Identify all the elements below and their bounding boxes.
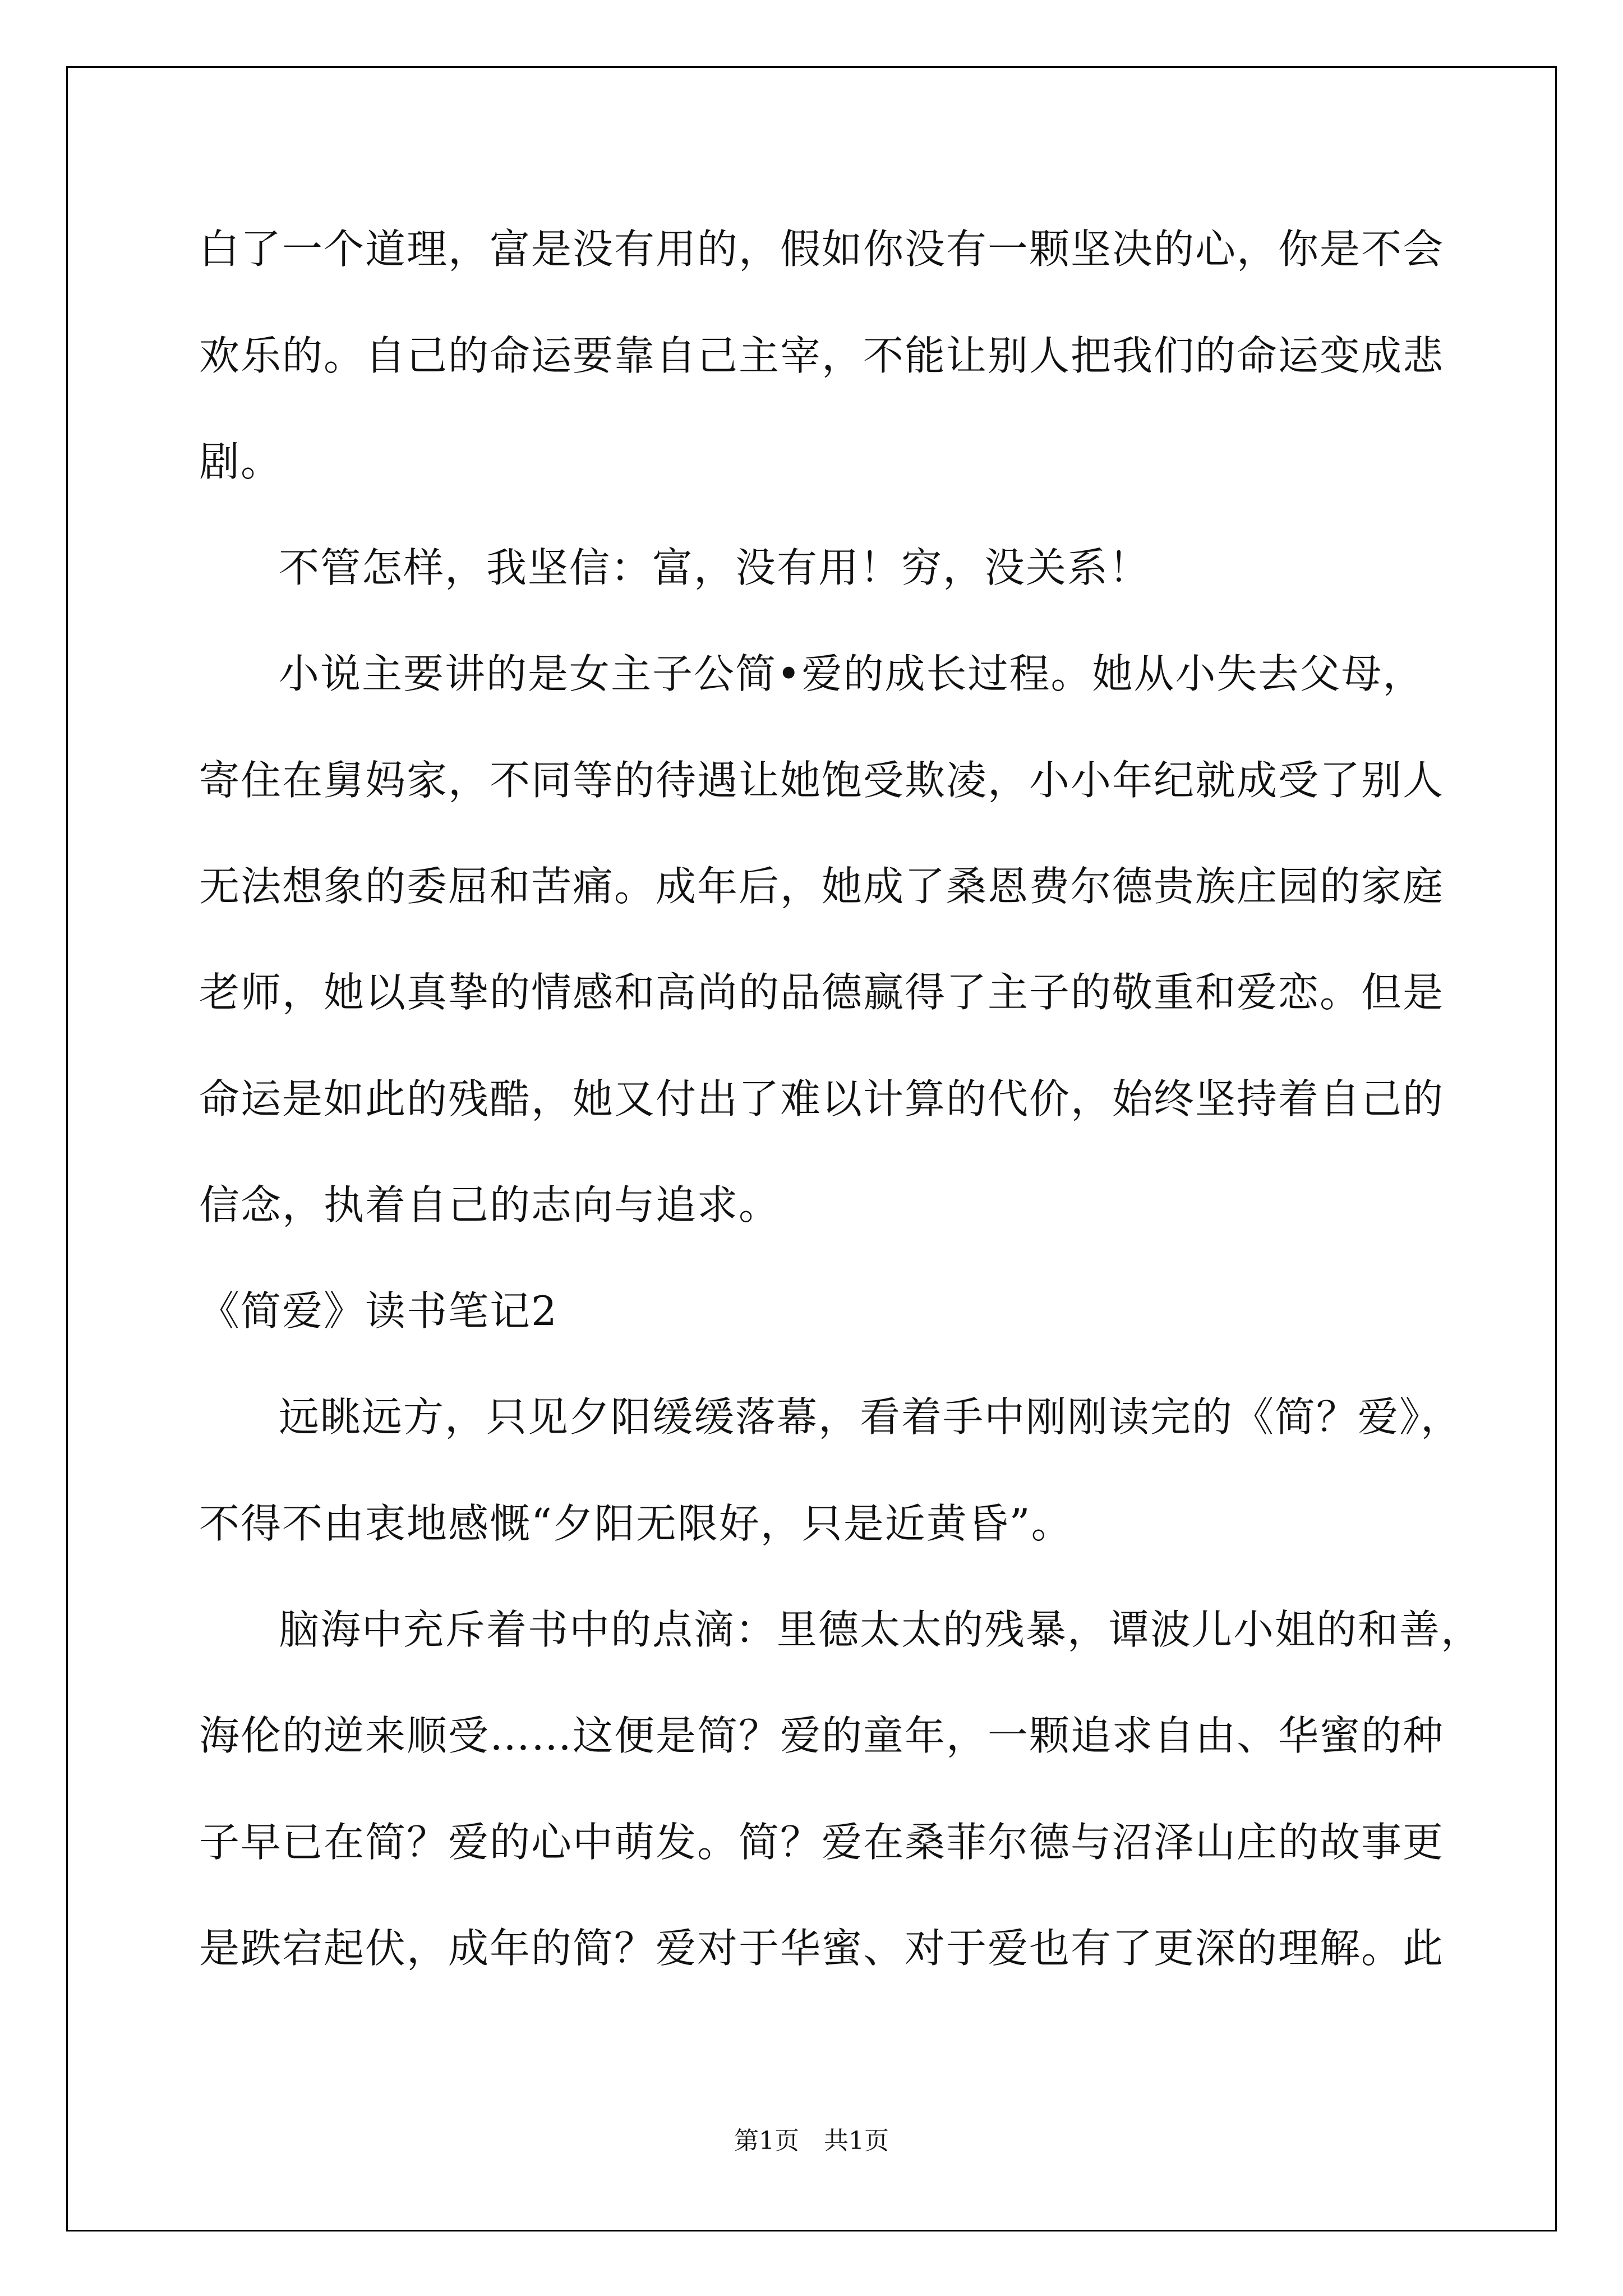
text-line: 海伦的逆来顺受……这便是简？爱的童年，一颗追求自由、华蜜的种 <box>199 1712 1445 1759</box>
text-line: 是跌宕起伏，成年的简？爱对于华蜜、对于爱也有了更深的理解。此 <box>199 1925 1445 1972</box>
text-line: 命运是如此的残酷，她又付出了难以计算的代价，始终坚持着自己的 <box>199 1075 1445 1122</box>
text-line: 不得不由衷地感慨“夕阳无限好，只是近黄昏”。 <box>199 1500 1073 1547</box>
page-border <box>66 66 1557 2231</box>
text-line: 脑海中充斥着书中的点滴：里德太太的残暴，谭波儿小姐的和善， <box>279 1606 1483 1653</box>
text-line: 无法想象的委屈和苦痛。成年后，她成了桑恩费尔德贵族庄园的家庭 <box>199 863 1445 910</box>
text-line: 剧。 <box>199 438 283 485</box>
text-line: 远眺远方，只见夕阳缓缓落幕，看着手中刚刚读完的《简？爱》， <box>279 1393 1463 1441</box>
text-line: 欢乐的。自己的命运要靠自己主宰，不能让别人把我们的命运变成悲 <box>199 332 1445 379</box>
text-line: 信念，执着自己的志向与追求。 <box>199 1181 781 1228</box>
text-line: 不管怎样，我坚信：富，没有用！穷，没关系！ <box>279 544 1151 591</box>
text-line: 老师，她以真挚的情感和高尚的品德赢得了主子的敬重和爱恋。但是 <box>199 969 1445 1016</box>
text-line: 白了一个道理，富是没有用的，假如你没有一颗坚决的心，你是不会 <box>199 226 1445 273</box>
section-heading: 《简爱》读书笔记2 <box>199 1287 558 1335</box>
text-line: 子早已在简？爱的心中萌发。简？爱在桑菲尔德与沼泽山庄的故事更 <box>199 1819 1445 1866</box>
page-footer: 第1页 共1页 <box>734 2127 889 2155</box>
text-line: 小说主要讲的是女主子公简•爱的成长过程。她从小失去父母， <box>279 650 1424 697</box>
text-line: 寄住在舅妈家，不同等的待遇让她饱受欺凌，小小年纪就成受了别人 <box>199 757 1445 804</box>
